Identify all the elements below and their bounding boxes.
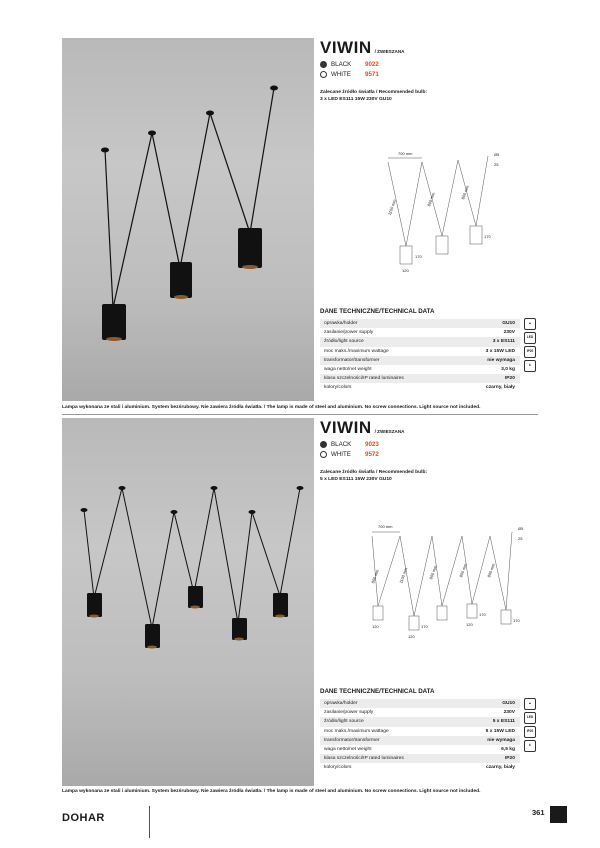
led-icon: LED — [524, 712, 536, 724]
tech-label: transformator/transformer — [324, 357, 380, 363]
tech-value: 3 x ES111 — [492, 339, 515, 345]
dim-cable2: 800 mm — [426, 191, 436, 207]
technical-drawing — [380, 146, 540, 286]
tech-value: 3,0 kg — [501, 367, 515, 373]
tech-row — [320, 736, 520, 745]
bulb-heading: Zalecane źródło światła / Recommended bulb: — [320, 90, 428, 95]
tech-row — [320, 328, 520, 337]
pendant-lamp-illustration — [62, 38, 314, 401]
tech-row — [320, 745, 520, 754]
tech-value: 5 x ES111 — [492, 719, 515, 725]
tech-label: waga netto/net weight — [324, 747, 372, 753]
tech-value: GU10 — [502, 701, 515, 707]
product-photo — [62, 38, 314, 401]
tech-value: IP20 — [504, 756, 515, 762]
dim-diameter: 120 — [402, 268, 409, 273]
tech-label: klasa szczelności/IP rated luminaires — [324, 376, 404, 382]
tech-label: źródło/light source — [324, 339, 364, 345]
dim-icon: ⬇ — [524, 740, 536, 752]
ip20-icon: IP20 — [524, 726, 536, 738]
tech-row — [320, 319, 520, 328]
variant-code: 9022 — [365, 61, 379, 68]
variant-color: WHITE — [331, 451, 351, 458]
tech-label: kolory/colors — [324, 385, 352, 391]
section-divider — [62, 414, 538, 415]
tech-label: zasilanie/power supply — [324, 330, 374, 336]
dim-h2: 170 — [479, 612, 486, 617]
pendant-lamp-illustration — [62, 418, 314, 786]
product-description: Lampa wykonana ze stali i aluminium. System bezśrubowy. Nie zawiera źródła światła. / The lamp is made of steel and aluminium. No screw connections. Light source not included. — [62, 789, 481, 794]
variant-black — [320, 61, 538, 68]
tech-heading: DANE TECHNICZNE/TECHNICAL DATA — [320, 308, 435, 315]
dim-top1: Ø5 — [518, 526, 524, 531]
ip20-icon: IP20 — [524, 346, 536, 358]
dim-h1: 170 — [415, 254, 422, 259]
dim-diameter-3: 120 — [466, 622, 473, 627]
bulb-heading: Zalecane źródło światła / Recommended bulb: — [320, 470, 428, 475]
led-icon: LED — [524, 332, 536, 344]
tech-label: oprawka/holder — [324, 321, 358, 327]
bulb-value: 5 x LED ES111 15W 230V GU10 — [320, 477, 392, 482]
tech-row — [320, 356, 520, 365]
variant-color: WHITE — [331, 71, 351, 78]
dim-cable1: 800 mm — [370, 568, 380, 584]
color-swatch-black-icon — [320, 441, 327, 448]
recommended-bulb — [320, 89, 538, 103]
tech-label: kolory/colors — [324, 765, 352, 771]
dim-width: 700 mm — [398, 151, 413, 156]
tech-table — [320, 319, 520, 393]
variant-code: 9571 — [365, 71, 379, 78]
variant-white — [320, 71, 538, 78]
color-swatch-white-icon — [320, 71, 327, 78]
color-swatch-black-icon — [320, 61, 327, 68]
tech-label: źródło/light source — [324, 719, 364, 725]
tech-value: czarny, biały — [486, 385, 515, 391]
tech-row — [320, 383, 520, 392]
tech-row — [320, 699, 520, 708]
tech-value: IP20 — [504, 376, 515, 382]
dim-cable2: 1100 mm — [398, 566, 409, 584]
product-section-9022 — [62, 38, 538, 410]
bulb-icon: ▲ — [524, 698, 536, 710]
tech-row — [320, 763, 520, 772]
color-swatch-white-icon — [320, 451, 327, 458]
tech-value: 6,5 kg — [501, 747, 515, 753]
variant-black — [320, 441, 538, 448]
tech-label: zasilanie/power supply — [324, 710, 374, 716]
tech-label: klasa szczelności/IP rated luminaires — [324, 756, 404, 762]
page-marker — [550, 806, 567, 823]
dim-cable4: 800 mm — [458, 562, 468, 578]
page-number: 361 — [532, 808, 545, 817]
tech-value: GU10 — [502, 321, 515, 327]
tech-row — [320, 717, 520, 726]
tech-row — [320, 374, 520, 383]
dim-diameter-2: 120 — [408, 634, 415, 639]
tech-table — [320, 699, 520, 773]
dim-cable1: 1100 mm — [386, 198, 398, 216]
dim-icon: ⬇ — [524, 360, 536, 372]
tech-value: 3 x 15W LED — [485, 348, 515, 354]
dim-width: 700 mm — [378, 524, 393, 529]
feature-icons — [524, 698, 538, 752]
bulb-icon: ▲ — [524, 318, 536, 330]
tech-value: 230V — [503, 330, 515, 336]
bulb-value: 3 x LED ES111 15W 230V GU10 — [320, 97, 392, 102]
dim-top2: 25 — [518, 536, 523, 541]
dim-cable3: 800 mm — [460, 184, 470, 200]
technical-data — [320, 308, 538, 393]
variant-code: 9023 — [365, 441, 379, 448]
tech-row — [320, 754, 520, 763]
tech-label: moc maks./maximum wattage — [324, 348, 389, 354]
product-type: / ZWIESZANA — [374, 429, 405, 434]
tech-heading: DANE TECHNICZNE/TECHNICAL DATA — [320, 688, 435, 695]
brand-logo: DOHAR — [62, 812, 105, 824]
tech-value: czarny, biały — [486, 765, 515, 771]
feature-icons — [524, 318, 538, 372]
tech-value: nie wymaga — [487, 737, 515, 743]
variant-white — [320, 451, 538, 458]
recommended-bulb — [320, 469, 538, 483]
technical-drawing — [362, 518, 538, 658]
tech-label: oprawka/holder — [324, 701, 358, 707]
dim-cable5: 800 mm — [486, 562, 496, 578]
variant-code: 9572 — [365, 451, 379, 458]
dim-cable3: 800 mm — [428, 564, 438, 580]
product-title: VIWIN — [320, 418, 372, 437]
dim-diameter-1: 120 — [372, 624, 379, 629]
product-title: VIWIN — [320, 38, 372, 57]
dim-top2: 25 — [494, 162, 499, 167]
variant-color: BLACK — [331, 441, 352, 448]
tech-label: waga netto/net weight — [324, 367, 372, 373]
product-section-9023 — [62, 418, 538, 798]
tech-value: 230V — [503, 710, 515, 716]
dim-h1: 170 — [421, 624, 428, 629]
tech-value: nie wymaga — [487, 357, 515, 363]
technical-data — [320, 688, 538, 773]
tech-row — [320, 347, 520, 356]
product-info — [320, 38, 538, 103]
tech-value: 5 x 15W LED — [485, 728, 515, 734]
tech-label: transformator/transformer — [324, 737, 380, 743]
product-info — [320, 418, 538, 483]
dim-top1: Ø5 — [494, 152, 500, 157]
footer-divider — [149, 806, 150, 838]
product-description: Lampa wykonana ze stali i aluminium. System bezśrubowy. Nie zawiera źródła światła. / The lamp is made of steel and aluminium. No screw connections. Light source not included. — [62, 405, 481, 410]
product-type: / ZWIESZANA — [374, 49, 405, 54]
product-photo — [62, 418, 314, 786]
tech-row — [320, 337, 520, 346]
tech-row — [320, 365, 520, 374]
tech-row — [320, 708, 520, 717]
tech-label: moc maks./maximum wattage — [324, 728, 389, 734]
dim-h2: 170 — [484, 234, 491, 239]
dim-h3: 170 — [513, 618, 520, 623]
variant-color: BLACK — [331, 61, 352, 68]
tech-row — [320, 727, 520, 736]
